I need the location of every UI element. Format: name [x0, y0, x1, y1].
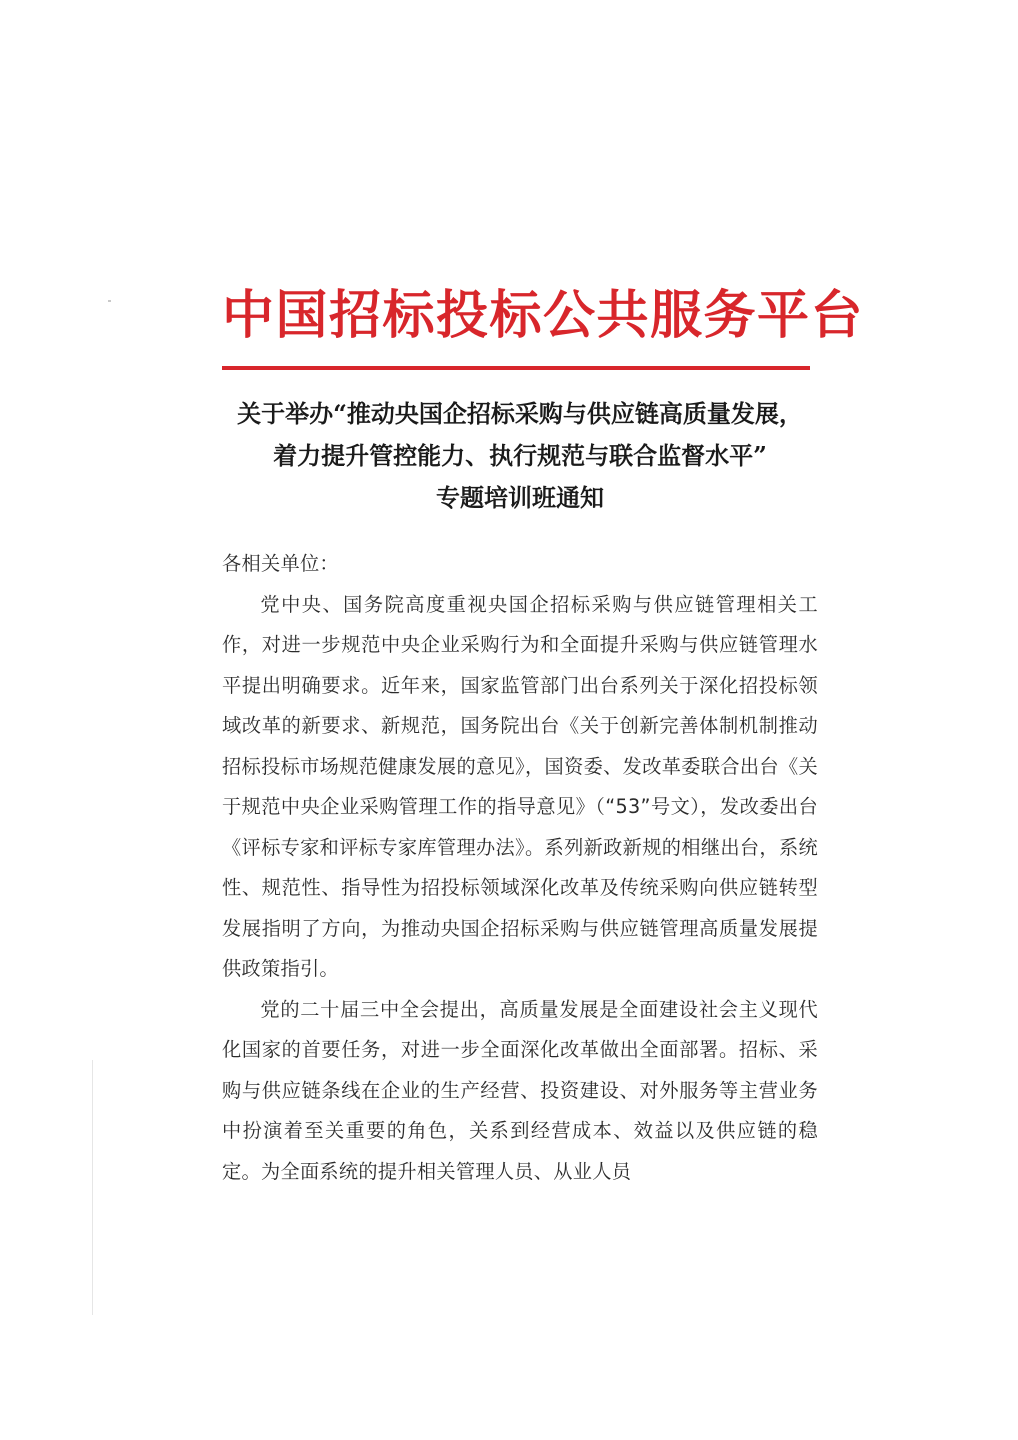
- salutation: 各相关单位：: [222, 552, 339, 575]
- scan-speck: [108, 300, 111, 302]
- masthead-red-rule: [222, 366, 810, 370]
- body-paragraph-1: 党中央、国务院高度重视央国企招标采购与供应链管理相关工作，对进一步规范中央企业采购行为和全面提升采购与供应链管理水平提出明确要求。近年来，国家监管部门出台系列关于深化招投标领域改革的新要求、新规范，国务院出台《关于创新完善体制机制推动招标投标市场规范健康发展的意见》，国资委、发改革委联合出台《关于规范中央企业采购管理工作的指导意见》（“53”号文），发改委出台《评标专家和评标专家库管理办法》。系列新政新规的相继出台，系统性、规范性、指导性为招投标领域深化改革及传统采购向供应链转型发展指明了方向，为推动央国企招标采购与供应链管理高质量发展提供政策指引。: [222, 592, 818, 980]
- scan-edge-line: [92, 1060, 93, 1315]
- notice-title-line-3: 专题培训班通知: [436, 483, 604, 512]
- notice-title: [180, 393, 860, 519]
- notice-title-line-1: 关于举办“推动央国企招标采购与供应链高质量发展，: [237, 399, 803, 428]
- notice-body: [222, 544, 818, 1192]
- body-paragraph-2: 党的二十届三中全会提出，高质量发展是全面建设社会主义现代化国家的首要任务，对进一步全面深化改革做出全面部署。招标、采购与供应链条线在企业的生产经营、投资建设、对外服务等主营业务中扮演着至关重要的角色，关系到经营成本、效益以及供应链的稳定。为全面系统的提升相关管理人员、从业人员: [222, 997, 818, 1183]
- notice-title-line-2: 着力提升管控能力、执行规范与联合监督水平”: [273, 441, 767, 470]
- masthead-title: 中国招标投标公共服务平台: [222, 286, 865, 346]
